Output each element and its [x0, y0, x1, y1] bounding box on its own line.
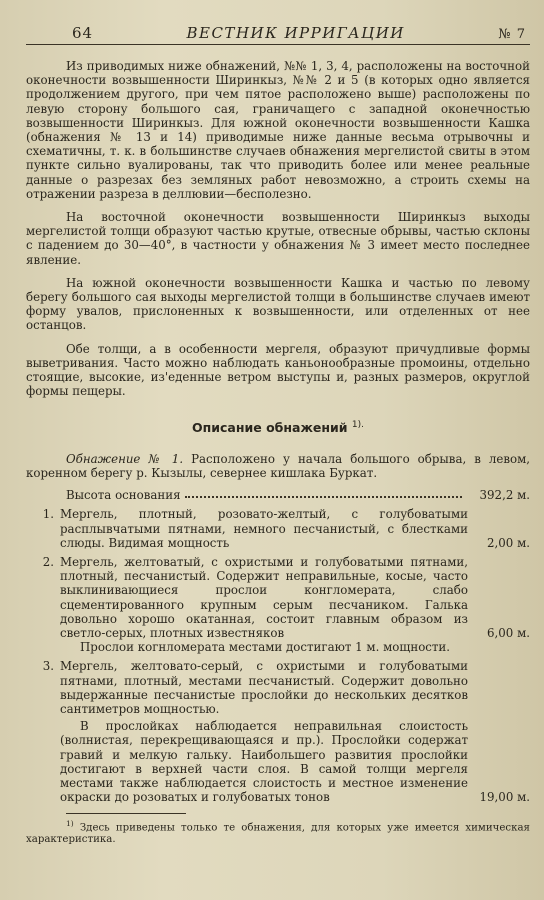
layer-number: 3. [42, 659, 54, 674]
outcrop-intro [26, 452, 530, 480]
paragraph-2: На восточной оконечности возвышенности Ширинкыз выходы мергелистой толщи образуют частью крутые, отвесные обрывы, частью склоны с падением до 30—40°, в частности у обнажения № 3 имеет место последнее явление. [26, 210, 530, 267]
layer-sub-description: В прослойках наблюдается неправильная слоистость (волнистая, перекрещивающаяся и пр.). Прослойки содержат гравий и мелкую гальку. Наибольшего развития прослойки достигают в верхней части слоя. В самой толщи мергеля местами также наблюдается слоистость и местное изменение окраски до розоватых и голубоватых тонов [60, 719, 468, 805]
issue-number: № 7 [498, 27, 526, 42]
outcrop-text: Расположено у начала большого обрыва, в левом, коренном берегу р. Кызылы, севернее кишлака Буркат. [26, 451, 531, 481]
page-header [26, 24, 530, 45]
layer-2 [26, 555, 530, 654]
layer-1 [26, 507, 530, 550]
layer-number: 1. [42, 507, 54, 522]
footnote-text: Здесь приведены только те обнажения, для которых уже имеется химическая характеристика. [26, 821, 530, 846]
layer-thickness: 6,00 м. [487, 626, 530, 641]
footnote-rule [66, 813, 186, 814]
page-number: 64 [72, 24, 94, 42]
layer-description: Мергель, плотный, розовато-желтый, с голубоватыми расплывчатыми пятнами, немного песчанистый, с блестками слюды. Видимая мощность [60, 507, 468, 550]
leader-dots [185, 496, 462, 498]
outcrop-lead: Обнажение № 1. [66, 451, 184, 466]
layer-description: Мергель, желтовато-серый, с охристыми и голубоватыми пятнами, плотный, местами песчанистый. Содержит довольно выдержанные песчанистые прослойки до нескольких десятков сантиметров мощностью. [60, 659, 468, 717]
paragraph-4: Обе толщи, а в особенности мергеля, образуют причудливые формы выветривания. Часто можно наблюдать каньонообразные промоины, отдельно стоящие, высокие, из'еденные ветром выступы и, разных размеров, округлой формы пещеры. [26, 341, 530, 399]
layer-3 [26, 659, 530, 804]
paragraph-3: На южной оконечности возвышенности Кашка и частью по левому берегу большого сая выходы мергелистой толщи в большинстве случаев имеют форму увалов, прислоненных к возвышенности, или отделенных от нее останцов. [26, 275, 530, 333]
layer-note: Прослои когнломерата местами достигают 1 м. мощности. [80, 640, 451, 655]
section-heading-text: Описание обнажений [191, 420, 348, 436]
base-height-label: Высота основания [66, 488, 181, 503]
layer-description: Мергель, желтоватый, с охристыми и голубоватыми пятнами, плотный, песчанистый. Содержит неправильные, косые, часто выклинивающиеся прослои конгломерата, слабо сцементированного крупным серым песчаником. Галька довольно хорошо окатанная, состоит главным образом из светло-серых, плотных известняков [60, 555, 468, 641]
footnote-mark: 1) [66, 818, 74, 828]
layer-thickness: 2,00 м. [487, 535, 530, 550]
footnote [26, 818, 530, 847]
page-content [26, 59, 530, 847]
base-height-row [26, 488, 530, 502]
journal-title: ВЕСТНИК ИРРИГАЦИИ [186, 24, 405, 42]
paragraph-1: Из приводимых ниже обнажений, №№ 1, 3, 4, расположены на восточной оконечности возвышенности Ширинкыз, №№ 2 и 5 (в которых одно является продолжением другого, при чем пятое расположено выше) расположены по левую сторону большого сая, граничащего с западной оконечностью возвышенности Ширинкыз. Для южной оконечности возвышенности Кашка (обнажения № 13 и 14) приводимые ниже данные весьма отрывочны и схематичны, т. к. в большинстве случаев обнажения мергелистой свиты в этом пункте сильно вуалированы, так что приводить более или менее реальные данные о разрезах без земляных работ невозможно, а строить схемы на отражении разреза в деллювии—бесполезно. [26, 59, 530, 201]
section-heading [26, 418, 530, 435]
layer-thickness: 19,00 м. [479, 790, 530, 805]
base-height-value: 392,2 м. [479, 488, 530, 503]
section-heading-note: 1). [351, 420, 365, 431]
layer-number: 2. [42, 555, 54, 570]
